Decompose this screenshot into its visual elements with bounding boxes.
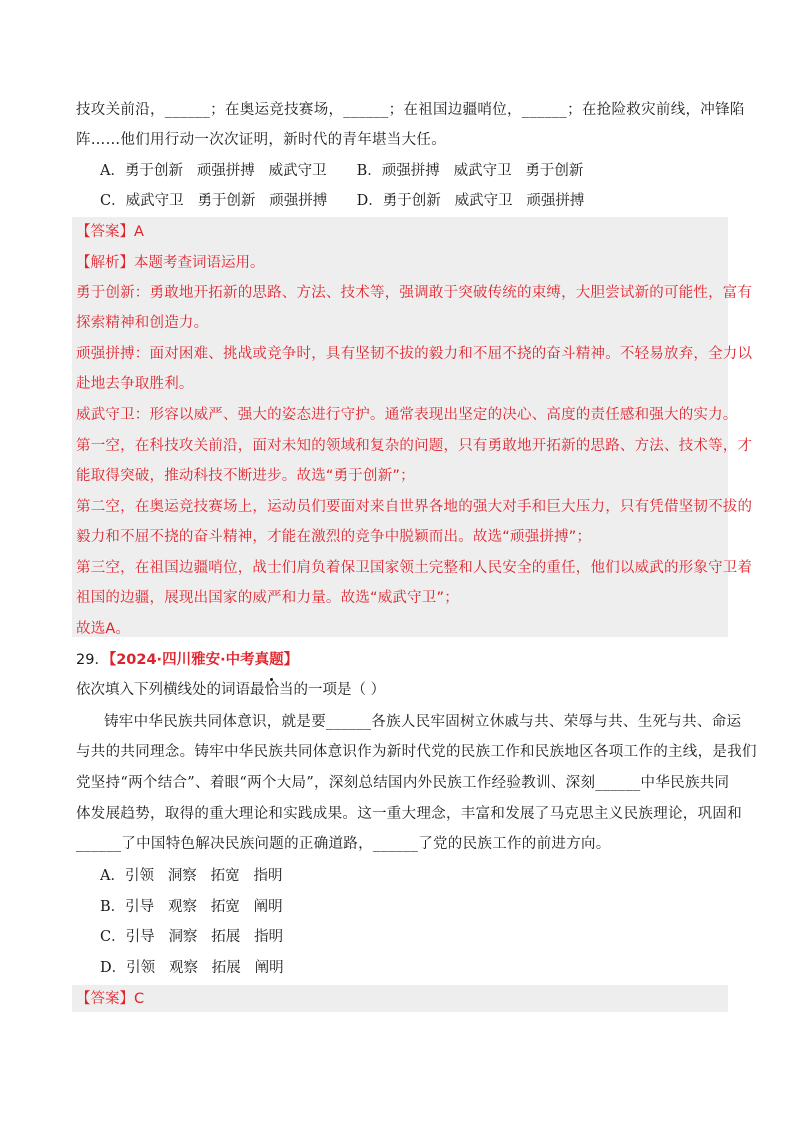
analysis-line: 威武守卫：形容以威严、强大的姿态进行守护。通常表现出坚定的决心、高度的责任感和强大的实力。 [76,407,738,423]
option-a: A．勇于创新 顽强拼搏 威武守卫 [100,163,327,179]
option-c: C．引导 洞察 拓展 指明 [100,929,284,945]
analysis-line: 祖国的边疆，展现出国家的威严和力量。故选“威武守卫”； [76,590,459,606]
passage-line: 与共的共同理念。铸牢中华民族共同体意识作为新时代党的民族工作和民族地区各项工作的主线，是我们 [76,744,757,760]
analysis-line: 能取得突破，推动科技不断进步。故选“勇于创新”； [76,468,415,484]
option-a: A．引领 洞察 拓宽 指明 [100,868,283,884]
analysis-line: 第三空，在祖国边疆哨位，战士们肩负着保卫国家领土完整和人民安全的重任，他们以威武的形象守卫着 [76,560,753,576]
passage-line: 党坚持“两个结合”、着眼“两个大局”，深刻总结国内外民族工作经验教训、深刻______中华民族共同 [76,775,730,791]
passage-line: 铸牢中华民族共同体意识，就是要______各族人民牢固树立休戚与共、荣辱与共、生死与共、命运 [104,714,742,730]
emphasis-dotted: 最恰当 [250,682,294,698]
passage-line: ______了中国特色解决民族问题的正确道路，______了党的民族工作的前进方向。 [76,836,611,852]
analysis-line: 赴地去争取胜利。 [76,376,194,392]
question-instruction: 依次填入下列横线处的词语最恰当的一项是（ ） [76,682,386,698]
option-b: B．引导 观察 拓宽 阐明 [100,899,283,915]
option-row [100,186,728,216]
answer-line: 【答案】C [76,991,145,1007]
analysis-line: 勇于创新：勇敢地开拓新的思路、方法、技术等，强调敢于突破传统的束缚，大胆尝试新的可能性，富有 [76,285,753,301]
analysis-line: 故选A。 [76,621,131,637]
option-d: D．勇于创新 威武守卫 顽强拼搏 [356,193,585,209]
analysis-line: 第二空，在奥运竞技赛场上，运动员们要面对来自世界各地的强大对手和巨大压力，只有凭借坚韧不拔的 [76,499,753,515]
answer-line: 【答案】A [76,224,144,240]
option-b: B．顽强拼搏 威武守卫 勇于创新 [356,163,584,179]
option-row [100,156,728,186]
analysis-line: 第一空，在科技攻关前沿，面对未知的领域和复杂的问题，只有勇敢地开拓新的思路、方法、技术等，才 [76,438,753,454]
option-c: C．威武守卫 勇于创新 顽强拼搏 [100,193,328,209]
passage-line: 体发展趋势，取得的重大理论和实践成果。这一重大理念，丰富和发展了马克思主义民族理论，巩固和 [76,806,742,822]
analysis-line: 毅力和不屈不挠的奋斗精神，才能在激烈的竞争中脱颖而出。故选“顽强拼搏”； [76,529,592,545]
question-text-line: 技攻关前沿，______；在奥运竞技赛场，______；在祖国边疆哨位，______；在抢险救灾前线，冲锋陷 [76,102,745,118]
question-text-line: 阵……他们用行动一次次证明，新时代的青年堪当大任。 [76,132,446,148]
option-d: D．引领 观察 拓展 阐明 [100,960,284,976]
analysis-line: 探索精神和创造力。 [76,315,209,331]
analysis-heading: 【解析】本题考查词语运用。 [76,255,265,271]
analysis-line: 顽强拼搏：面对困难、挑战或竞争时，具有坚韧不拔的毅力和不屈不挠的奋斗精神。不轻易放弃，全力以 [76,346,753,362]
question-header: 29．【2024·四川雅安·中考真题】 [76,652,299,668]
